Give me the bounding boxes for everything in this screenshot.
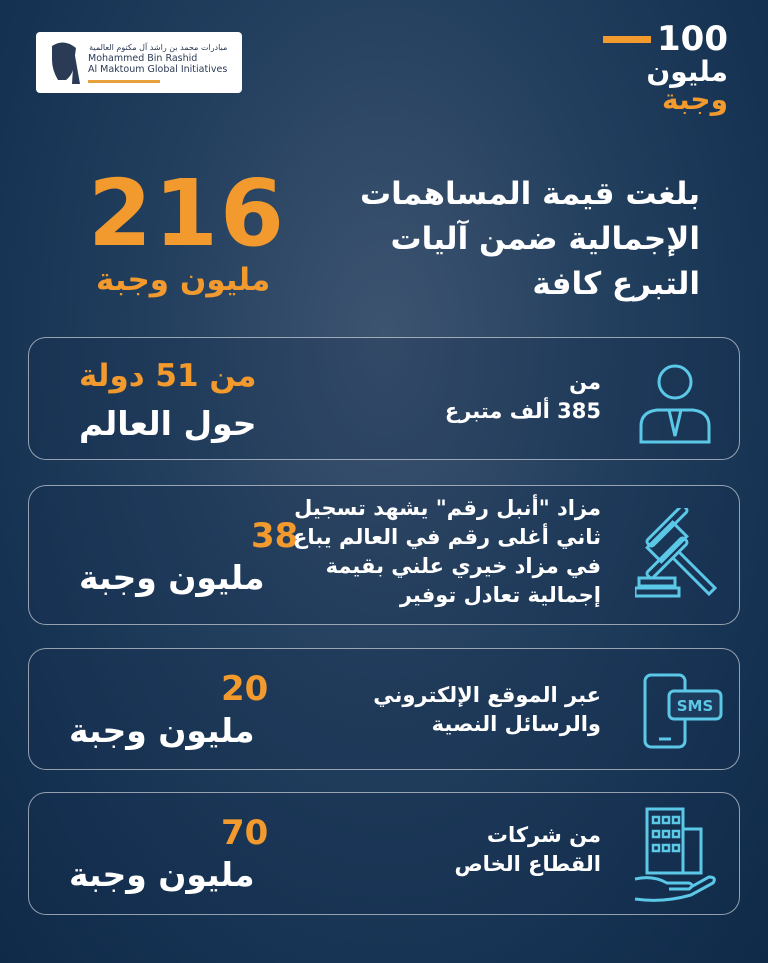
stat-card-online bbox=[28, 648, 740, 770]
campaign-word-2: وجبة bbox=[662, 83, 728, 116]
card-text-line: عبر الموقع الإلكتروني bbox=[373, 683, 601, 707]
sms-icon bbox=[641, 673, 725, 749]
card-text bbox=[454, 821, 601, 879]
campaign-number: 100 bbox=[657, 19, 728, 59]
building-hand-icon bbox=[633, 805, 717, 905]
organization-logo bbox=[36, 32, 242, 93]
person-icon bbox=[637, 360, 713, 444]
card-unit: مليون وجبة bbox=[79, 558, 265, 597]
card-text bbox=[293, 494, 601, 610]
card-text-line: ثاني أغلى رقم في العالم يباع bbox=[293, 525, 601, 549]
card-unit: مليون وجبة bbox=[69, 711, 255, 750]
card-unit: حول العالم bbox=[79, 404, 257, 443]
card-text-line: إجمالية تعادل توفير bbox=[399, 583, 601, 607]
card-value: 70 bbox=[221, 813, 269, 853]
card-text-line: والرسائل النصية bbox=[431, 712, 601, 736]
card-text-line: في مزاد خيري علني بقيمة bbox=[325, 554, 601, 578]
stat-card-private-sector bbox=[28, 792, 740, 915]
headline-text: بلغت قيمة المساهمات الإجمالية ضمن آليات التبرع كافة bbox=[359, 176, 700, 302]
card-text-line: مزاد "أنبل رقم" يشهد تسجيل bbox=[294, 496, 601, 520]
card-text-line: من bbox=[569, 370, 601, 394]
card-value: من 51 دولة bbox=[79, 358, 257, 394]
card-value: 38 bbox=[251, 516, 299, 556]
headline-unit: مليون وجبة bbox=[96, 262, 271, 298]
logo-english-1: Mohammed Bin Rashid bbox=[88, 53, 198, 64]
headline-number: 216 bbox=[88, 160, 287, 267]
logo-divider bbox=[88, 80, 160, 83]
logo-arabic: مبادرات محمد بن راشد آل مكتوم العالمية bbox=[89, 43, 228, 52]
card-text-line: 385 ألف متبرع bbox=[444, 399, 601, 423]
card-value: 20 bbox=[221, 669, 269, 709]
card-text-line: من شركات bbox=[486, 823, 601, 847]
logo-english-2: Al Maktoum Global Initiatives bbox=[88, 64, 228, 75]
card-unit: مليون وجبة bbox=[69, 855, 255, 894]
card-text-line: القطاع الخاص bbox=[454, 852, 601, 876]
stat-card-auction bbox=[28, 485, 740, 625]
campaign-word-1: مليون bbox=[646, 55, 728, 88]
campaign-bar bbox=[603, 36, 651, 43]
stat-card-donors bbox=[28, 337, 740, 460]
gavel-icon bbox=[635, 508, 721, 598]
campaign-logo bbox=[603, 19, 728, 116]
card-text bbox=[445, 368, 601, 426]
card-text bbox=[373, 681, 601, 739]
sms-label: SMS bbox=[676, 697, 714, 715]
portrait-icon bbox=[44, 40, 82, 86]
